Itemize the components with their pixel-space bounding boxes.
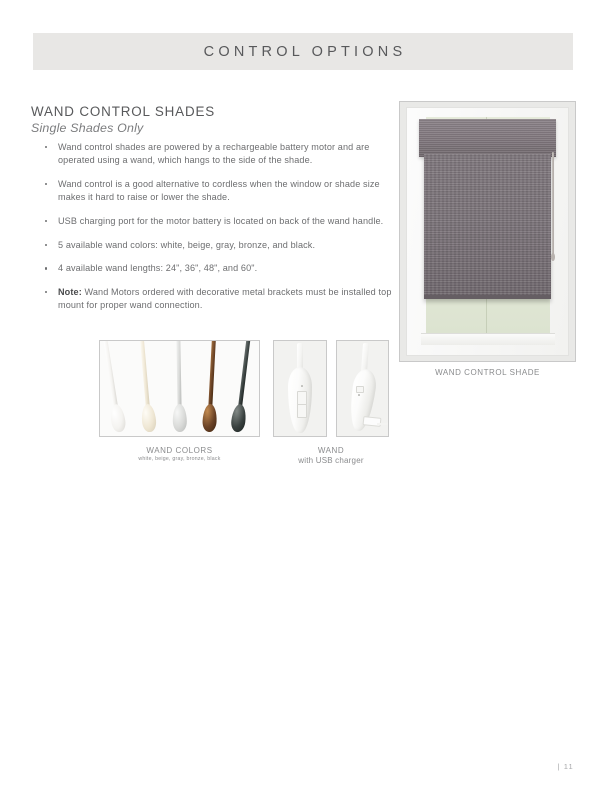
list-item [42,215,392,228]
caption-wand-detail: with USB charger [298,456,364,465]
note-label: Note: [58,286,82,297]
wand-swatch-white [99,340,128,433]
caption-wand: WAND [317,446,345,455]
list-item-note [42,286,392,312]
section-subheading: Single Shades Only [31,121,144,135]
caption-wand-colors: WAND COLORS [146,446,213,455]
list-item-text: USB charging port for the motor battery is located on back of the wand handle. [58,215,384,226]
wand-swatch-gray [170,340,188,432]
bullet-dot-icon [45,146,47,148]
bullet-dot-icon [45,183,47,185]
wand-shaft [238,340,251,410]
list-item [42,239,392,252]
page-header-banner [33,33,573,70]
bullet-dot-icon [45,291,47,293]
wand-shaft [103,340,119,411]
feature-bullet-list [42,141,392,323]
shade-fabric [424,154,551,299]
control-wand-tip [551,253,555,261]
wand-colors-photo [99,340,260,437]
window-sill [421,333,555,345]
indicator-led-icon [301,385,303,387]
wand-up-button[interactable] [297,391,307,405]
footer-separator: | [557,762,561,771]
caption-wand-colors-detail: white, beige, gray, bronze, black [138,456,221,462]
wand-tip [230,403,247,432]
control-wand [552,152,554,255]
wand-tip [109,403,127,433]
list-item-text: Wand Motors ordered with decorative metal brackets must be installed top mount for proper wand connection. [58,286,392,311]
page-title: CONTROL OPTIONS [203,43,407,60]
shade-valance [419,119,556,157]
bullet-dot-icon [45,220,47,222]
bullet-dot-icon [45,267,47,269]
wand-shaft [176,340,182,410]
wand-tip [141,403,157,432]
window-frame [406,107,569,356]
list-item [42,262,392,275]
bullet-dot-icon [45,244,47,246]
wand-shaft [140,340,151,410]
list-item-text: Wand control shades are powered by a rechargeable battery motor and are operated using a wand, which hangs to the side of the shade. [58,142,370,166]
wand-swatch-beige [134,340,158,433]
wand-swatch-black [229,340,257,433]
wand-control-shade-photo [399,101,576,362]
list-item-text: Wand control is a good alternative to cordless when the window or shade size makes it hard to raise or lower the shade. [58,178,380,203]
caption-wand-control-shade: WAND CONTROL SHADE [435,368,540,377]
list-item [42,141,392,167]
indicator-led-icon [358,394,360,396]
wand-usb-charger-photo [336,340,389,437]
wand-tip [202,404,217,433]
list-item-text: 4 available wand lengths: 24", 36", 48", and 60". [58,263,258,274]
section-heading: WAND CONTROL SHADES [31,104,216,119]
wand-handle-photo [273,340,327,437]
wand-down-button[interactable] [297,404,307,418]
wand-shaft [208,340,216,410]
usb-cable [377,411,389,425]
wand-swatch-bronze [201,340,222,432]
usb-port [356,386,364,393]
list-item [42,178,392,204]
page-footer [558,762,574,771]
list-item-text: 5 available wand colors: white, beige, gray, bronze, and black. [58,239,316,250]
page-number: 11 [563,762,574,771]
shade-hem-bar [424,295,551,299]
wand-tip [173,404,187,432]
